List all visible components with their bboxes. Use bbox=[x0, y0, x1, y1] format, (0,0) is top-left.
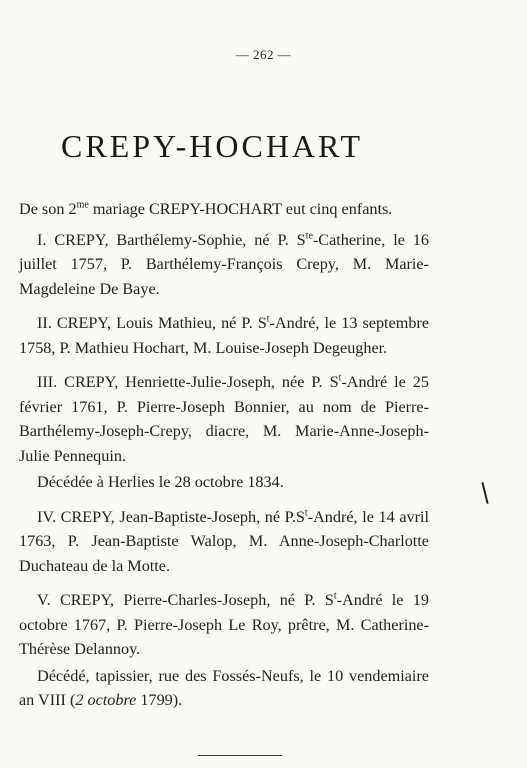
child-entry-3 bbox=[19, 370, 429, 468]
intro-paragraph bbox=[19, 197, 429, 222]
intro-text-end: mariage CREPY-HOCHART eut cinq enfants. bbox=[88, 200, 393, 218]
entry-text-end: -André, le 13 septembre 1758, P. Mathieu Hochart, M. Louise-Joseph Degeugher. bbox=[19, 314, 429, 357]
note-text-start: Décédé, tapissier, rue des Fossés-Neufs, le 10 vendemiaire an VIII ( bbox=[19, 666, 429, 709]
death-note-entry-5 bbox=[19, 664, 429, 713]
genealogy-text bbox=[19, 197, 429, 723]
section-divider bbox=[198, 755, 282, 756]
entry-text-start: I. CREPY, Barthélemy-Sophie, né P. S bbox=[37, 230, 306, 249]
page-title: CREPY-HOCHART bbox=[61, 128, 363, 164]
entry-superscript: te bbox=[305, 230, 313, 242]
child-entry-1 bbox=[19, 228, 429, 302]
entry-text-end: -Catherine, le 16 juillet 1757, P. Barthélemy-François Crepy, M. Marie-Magdeleine De Baye. bbox=[19, 230, 429, 298]
child-entry-2 bbox=[19, 311, 429, 360]
entry-superscript: t bbox=[338, 372, 342, 384]
note-text-end: 1799). bbox=[136, 691, 183, 709]
entry-text-start: III. CREPY, Henriette-Julie-Joseph, née P. S bbox=[37, 373, 339, 391]
page-number: — 262 — bbox=[235, 47, 292, 62]
child-entry-4 bbox=[19, 505, 429, 579]
margin-pencil-mark bbox=[481, 482, 488, 504]
intro-text-start: De son 2 bbox=[19, 200, 77, 218]
entry-superscript: t bbox=[333, 590, 337, 602]
entry-text-end: -André le 19 octobre 1767, P. Pierre-Joseph Le Roy, prêtre, M. Catherine-Thérèse Delannoy. bbox=[19, 591, 429, 658]
entry-superscript: t bbox=[304, 507, 308, 519]
death-note-entry-3: Décédée à Herlies le 28 octobre 1834. bbox=[37, 473, 284, 491]
note-italic-date: 2 octobre bbox=[75, 691, 137, 709]
entry-superscript: t bbox=[266, 313, 270, 325]
entry-text-start: IV. CREPY, Jean-Baptiste-Joseph, né P.S bbox=[37, 507, 305, 526]
entry-text-end: -André, le 14 avril 1763, P. Jean-Baptiste Walop, M. Anne-Joseph-Charlotte Duchateau de la Motte. bbox=[19, 507, 429, 575]
entry-text-end: -André le 25 février 1761, P. Pierre-Joseph Bonnier, au nom de Pierre-Barthélemy-Joseph-Crepy, diacre, M. Marie-Anne-Joseph-Julie Pennequin. bbox=[19, 373, 429, 465]
entry-text-start: V. CREPY, Pierre-Charles-Joseph, né P. S bbox=[37, 591, 334, 609]
intro-superscript: me bbox=[76, 199, 89, 211]
entry-text-start: II. CREPY, Louis Mathieu, né P. S bbox=[37, 314, 267, 332]
child-entry-5 bbox=[19, 588, 429, 662]
